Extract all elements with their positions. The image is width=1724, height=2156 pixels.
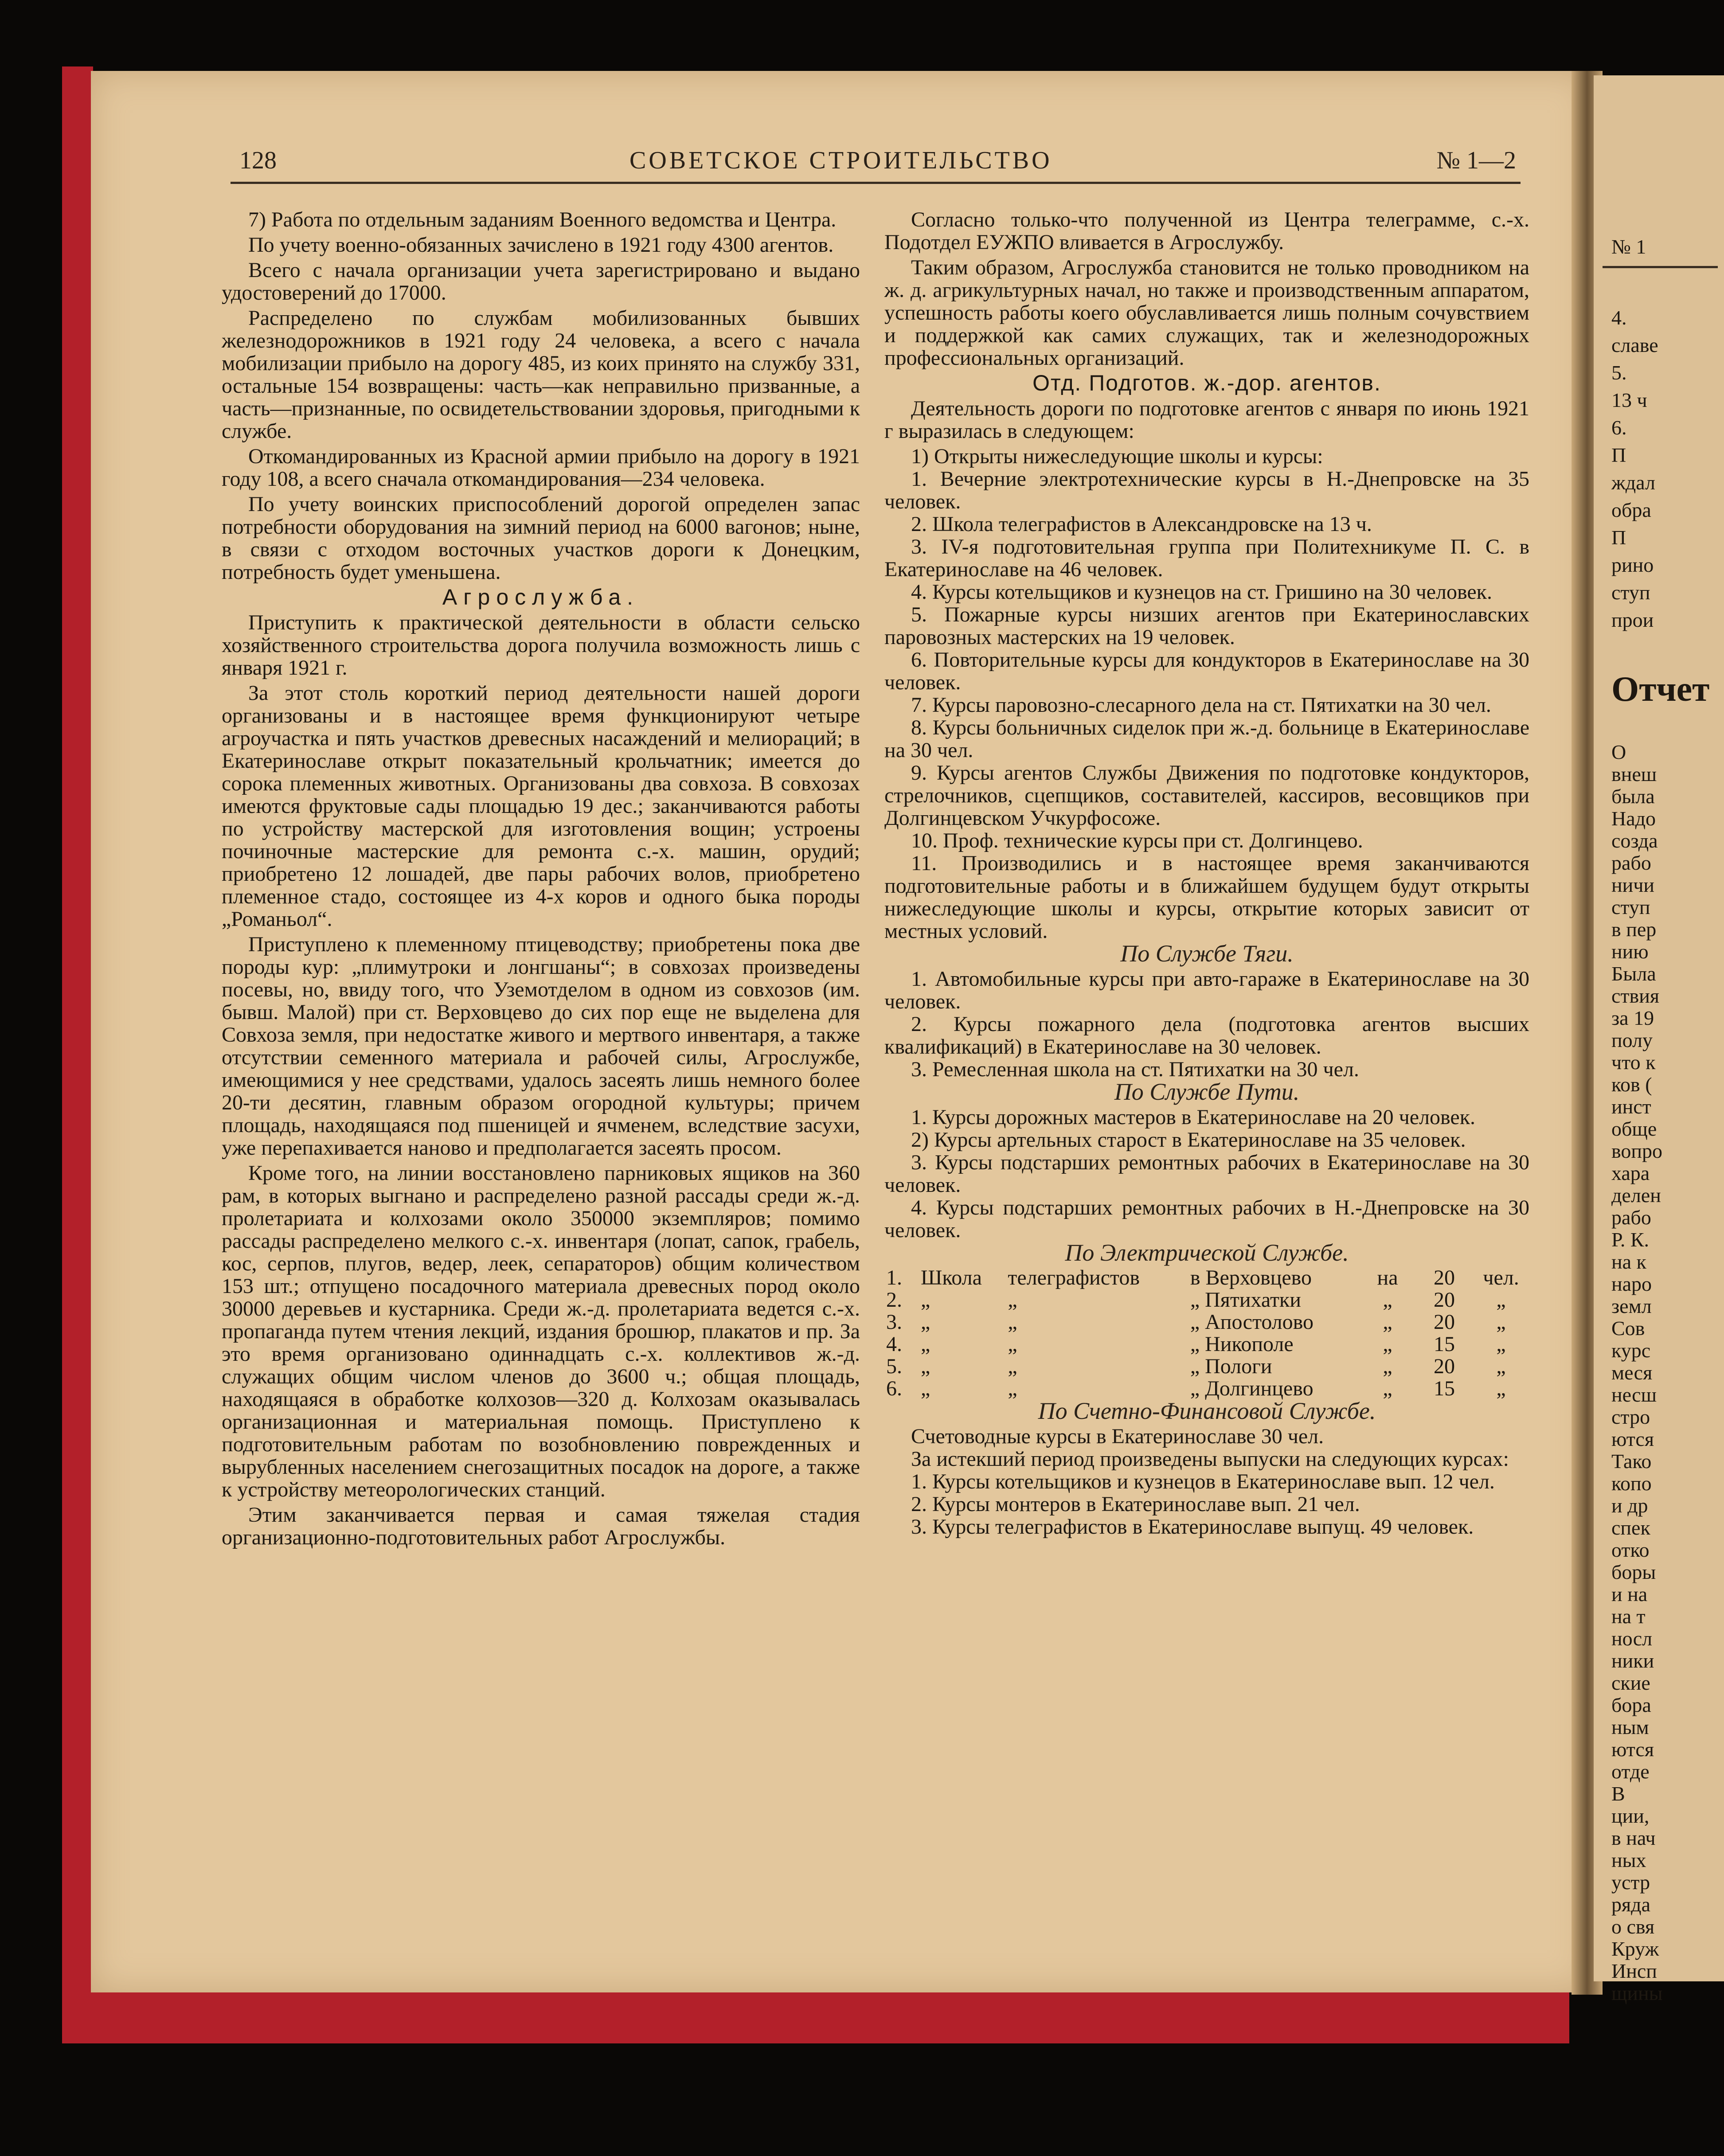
list-item: 10. Проф. технические курсы при ст. Долгинцево. xyxy=(911,829,1363,852)
table-cell-na: „ xyxy=(1383,1288,1392,1312)
table-cell-a: Школа xyxy=(921,1266,982,1289)
paragraph: Распределено по службам мобилизованных бывших железнодорожников в 1921 году 24 человека, а всего с начала мобилизации прибыло на дорогу 485, из коих принято на службу 331, остальные 154 возвращены: часть—как неправильно призванные, а часть—признанные, по освидетельствовании здоровья, пригодными к службе. xyxy=(222,306,860,443)
table-row xyxy=(884,1311,1529,1333)
next-page-line: отко xyxy=(1611,1539,1650,1561)
list-intro: 1) Открыты нижеследующие школы и курсы: xyxy=(911,445,1323,468)
table-cell-place: „ Пятихатки xyxy=(1190,1288,1301,1312)
next-page-line: внеш xyxy=(1611,763,1657,785)
table-row xyxy=(884,1289,1529,1311)
left-column xyxy=(222,208,860,1551)
next-page-line: в нач xyxy=(1611,1827,1656,1849)
next-page-line: на к xyxy=(1611,1250,1646,1273)
paragraph: Всего с начала организации учета зарегистрировано и выдано удостоверений до 17000. xyxy=(222,258,860,305)
next-page-line: стро xyxy=(1611,1406,1650,1428)
right-column xyxy=(884,208,1529,1538)
table-cell-unit: „ xyxy=(1496,1310,1506,1334)
table-cell-b: телеграфистов xyxy=(1008,1266,1140,1289)
next-page-line: Надо xyxy=(1611,807,1656,830)
next-page-line: инст xyxy=(1611,1095,1651,1118)
table-cell-na: на xyxy=(1377,1266,1398,1289)
list-item: 3. Ремесленная школа на ст. Пятихатки на 30 чел. xyxy=(911,1058,1359,1081)
next-page-line: славе xyxy=(1611,334,1658,356)
table-cell-unit: „ xyxy=(1496,1377,1506,1400)
next-page-line: и на xyxy=(1611,1583,1648,1605)
telegraph-schools-table xyxy=(884,1267,1529,1400)
next-page-line: за 19 xyxy=(1611,1007,1654,1029)
next-page-line: ков ( xyxy=(1611,1073,1652,1096)
next-page-line: О xyxy=(1611,741,1626,763)
next-page-line: ступ xyxy=(1611,581,1650,604)
next-page-line: копо xyxy=(1611,1472,1652,1495)
table-cell-a: „ xyxy=(921,1377,930,1400)
book-cover-edge xyxy=(62,66,93,2008)
next-page-fragment xyxy=(1594,75,1724,2004)
next-page-line: нию xyxy=(1611,940,1649,963)
next-page-line: прои xyxy=(1611,609,1654,631)
table-cell-a: „ xyxy=(921,1310,930,1334)
next-page-header-rule xyxy=(1603,266,1718,268)
table-cell-count: 20 xyxy=(1434,1288,1455,1312)
list-item: 3. Курсы телеграфистов в Екатеринославе выпущ. 49 человек. xyxy=(911,1515,1474,1539)
next-page-line: ствия xyxy=(1611,984,1660,1007)
table-cell-b: „ xyxy=(1008,1288,1017,1312)
next-page-line: боры xyxy=(1611,1561,1656,1583)
next-page-line: ступ xyxy=(1611,896,1650,918)
table-row xyxy=(884,1355,1529,1378)
table-cell-n: 5. xyxy=(886,1355,902,1378)
table-cell-n: 3. xyxy=(886,1310,902,1334)
table-cell-n: 4. xyxy=(886,1332,902,1356)
next-page-line: вопро xyxy=(1611,1140,1663,1162)
next-page-line: бора xyxy=(1611,1694,1651,1716)
section-heading-agro: Агрослужба. xyxy=(442,585,640,609)
section-heading-training: Отд. Подготов. ж.-дор. агентов. xyxy=(1032,371,1381,395)
next-page-line: отде xyxy=(1611,1760,1650,1783)
table-row xyxy=(884,1333,1529,1355)
page-number: 128 xyxy=(239,147,277,174)
paragraph: Деятельность дороги по подготовке агентов с января по июнь 1921 г выразилась в следующем: xyxy=(884,397,1529,443)
next-page-line: ряда xyxy=(1611,1893,1650,1916)
table-row xyxy=(884,1267,1529,1289)
table-cell-unit: „ xyxy=(1496,1288,1506,1312)
table-cell-n: 2. xyxy=(886,1288,902,1312)
table-cell-na: „ xyxy=(1383,1377,1392,1400)
next-page-line: 5. xyxy=(1611,361,1627,384)
paragraph: Таким образом, Агрослужба становится не только проводником на ж. д. агрикультурных начал, но также и производственным аппаратом, успешность работы коего обуславливается лишь полным сочувствием и поддержкой как самих служащих, так и железнодорожных профессиональных организаций. xyxy=(884,256,1529,370)
table-cell-na: „ xyxy=(1383,1332,1392,1356)
next-page-line: В xyxy=(1611,1782,1625,1805)
paragraph: По учету военно-обязанных зачислено в 1921 году 4300 агентов. xyxy=(248,233,834,257)
table-cell-unit: чел. xyxy=(1483,1266,1519,1289)
table-cell-unit: „ xyxy=(1496,1355,1506,1378)
next-page-line: рабо xyxy=(1611,851,1651,874)
paragraph: Кроме того, на линии восстановлено парниковых ящиков на 360 рам, в которых выгнано и распределено разной рассады среди ж.-д. пролетариата и колхозами около 350000 экземпляров; помимо рассады распределено мелкого с.-х. инвентаря (лопат, сапок, грабель, кос, серпов, плугов, ведер, леек, сепараторов) общим количеством 153 шт.; отпущено посадочного материала древесных пород около 30000 деревьев и кустарника. Среди ж.-д. пролетариата ведется с.-х. пропаганда путем чтения лекций, издания брошюр, плакатов и пр. За это время организовано одиннадцать с.-х. коллективов ж.-д. служащих общим числом членов до 3600 ч.; общая площадь, находящаяся в обработке колхозов—320 д. Колхозам оказывалась организационная и материальная помощь. Приступлено к подготовительным работам по возобновлению поврежденных и вырубленных населением снегозащитных посадок на дороге, а также к устройству метеорологических станций. xyxy=(222,1161,860,1501)
next-page-line: хара xyxy=(1611,1162,1650,1184)
list-item: 4. Курсы подстарших ремонтных рабочих в Н.-Днепровске на 30 человек. xyxy=(884,1196,1529,1242)
table-cell-place: в Верховцево xyxy=(1190,1266,1312,1289)
list-item: 9. Курсы агентов Службы Движения по подготовке кондукторов, стрелочников, сцепщиков, составителей, кассиров, весовщиков при Долгинцевском Учкурфосоже. xyxy=(884,761,1529,830)
next-page-line: о свя xyxy=(1611,1915,1655,1938)
table-cell-b: „ xyxy=(1008,1355,1017,1378)
list-item: 2. Курсы пожарного дела (подготовка агентов высших квалификаций) в Екатеринославе на 30 человек. xyxy=(884,1012,1529,1058)
list-item: 6. Повторительные курсы для кондукторов в Екатеринославе на 30 человек. xyxy=(884,648,1529,694)
next-page-line: ждал xyxy=(1611,471,1655,494)
table-cell-b: „ xyxy=(1008,1377,1017,1400)
next-page-line: рабо xyxy=(1611,1206,1651,1229)
list-item: 1. Автомобильные курсы при авто-гараже в Екатеринославе на 30 человек. xyxy=(884,967,1529,1013)
next-page-line: что к xyxy=(1611,1051,1656,1074)
next-page-line: курс xyxy=(1611,1339,1651,1362)
next-page-line: ники xyxy=(1611,1649,1654,1672)
subheading-traction: По Службе Тяги. xyxy=(1120,940,1294,967)
next-page-line: щины xyxy=(1611,1982,1663,2004)
table-cell-place: „ Никополе xyxy=(1190,1332,1294,1356)
list-item: 5. Пожарные курсы низших агентов при Екатеринославских паровозных мастерских на 19 человек. xyxy=(884,603,1529,649)
paragraph: 7) Работа по отдельным заданиям Военного ведомства и Центра. xyxy=(248,208,837,231)
next-page-line: носл xyxy=(1611,1627,1653,1650)
list-item: 1. Курсы котельщиков и кузнецов в Екатеринославе вып. 12 чел. xyxy=(911,1470,1495,1493)
journal-title: СОВЕТСКОЕ СТРОИТЕЛЬСТВО xyxy=(629,147,1052,174)
list-item: 2. Курсы монтеров в Екатеринославе вып. 21 чел. xyxy=(911,1492,1360,1516)
table-cell-place: „ Долгинцево xyxy=(1190,1377,1314,1400)
next-page-line: ничи xyxy=(1611,874,1654,896)
table-cell-a: „ xyxy=(921,1288,930,1312)
next-page-line: меся xyxy=(1611,1361,1653,1384)
book-cover-bottom xyxy=(62,1990,1569,2043)
paragraph: Откомандированных из Красной армии прибыло на дорогу в 1921 году 108, а всего сначала откомандирования—234 человека. xyxy=(222,445,860,491)
table-cell-count: 20 xyxy=(1434,1310,1455,1334)
next-page-line: устр xyxy=(1611,1871,1650,1894)
paragraph: За этот столь короткий период деятельности нашей дороги организованы и в настоящее время функционируют четыре агроучастка и пять участков древесных насаждений и мелиораций; в Екатеринославе открыт показательный крольчатник; имеется до сорока племенных животных. Организованы два совхоза. В совхозах имеются фруктовые сады площадью 19 дес.; заканчиваются работы по устройству мастерской для изготовления вощин; устроены починочные мастерские для ремонта с.-х. машин, орудий; приобретено 12 лошадей, две пары рабочих волов, приобретено племенное стадо, состоящее из 4-х коров и одного быка породы „Романьол“. xyxy=(222,681,860,931)
next-page-line: была xyxy=(1611,785,1655,808)
subheading-electric: По Электрической Службе. xyxy=(1065,1239,1349,1266)
list-item: 8. Курсы больничных сиделок при ж.-д. больнице в Екатеринославе на 30 чел. xyxy=(884,716,1529,762)
paragraph: По учету воинских приспособлений дорогой определен запас потребности оборудования на зимний период на 6000 вагонов; ныне, в связи с отходом восточных участков дороги к Донецким, потребность будет уменьшена. xyxy=(222,492,860,584)
list-item: За истекший период произведены выпуски на следующих курсах: xyxy=(911,1447,1509,1471)
next-page-line: 13 ч xyxy=(1611,389,1647,411)
next-page-line: П xyxy=(1611,444,1626,466)
table-cell-place: „ Пологи xyxy=(1190,1355,1272,1378)
next-page-line: обще xyxy=(1611,1117,1657,1140)
table-cell-n: 1. xyxy=(886,1266,902,1289)
list-item: 3. IV-я подготовительная группа при Политехникуме П. С. в Екатеринославе на 46 человек. xyxy=(884,535,1529,581)
paragraph: Приступлено к племенному птицеводству; приобретены пока две породы кур: „плимутроки и лонгшаны“; в совхозах произведены посевы, но, ввиду того, что Уземотделом в одном из совхозов (им. бывш. Малой) при ст. Верховцево до сих пор еще не выделена для Совхоза земля, при недостатке живого и мертвого инвентаря, а также отсутствии семенного материала и рабочей силы, Агрослужбе, имеющимися у нее средствами, удалось засеять лишь немного более 20-ти десятин, главным образом огородной культуры; причем площадь, находящаяся под пшеницей и ячменем, вследствие засухи, уже перепахивается наново и предполагается засеять просом. xyxy=(222,933,860,1160)
next-page-line: ются xyxy=(1611,1428,1654,1450)
next-page-line: несш xyxy=(1611,1383,1657,1406)
next-page-line: ются xyxy=(1611,1738,1654,1761)
next-page-line: П xyxy=(1611,526,1626,549)
next-page-line: ных xyxy=(1611,1849,1646,1871)
next-page-line: и др xyxy=(1611,1494,1648,1517)
list-item: 2. Школа телеграфистов в Александровске на 13 ч. xyxy=(911,512,1372,536)
list-item: 4. Курсы котельщиков и кузнецов на ст. Гришино на 30 человек. xyxy=(911,580,1492,604)
table-cell-b: „ xyxy=(1008,1332,1017,1356)
next-page-line: делен xyxy=(1611,1184,1661,1207)
next-page-line: Круж xyxy=(1611,1937,1659,1960)
list-item: 7. Курсы паровозно-слесарного дела на ст. Пятихатки на 30 чел. xyxy=(911,693,1491,717)
next-page-line: в пер xyxy=(1611,918,1657,941)
subheading-finance: По Счетно-Финансовой Службе. xyxy=(1038,1398,1376,1424)
next-page-line: ным xyxy=(1611,1716,1649,1738)
list-item: Счетоводные курсы в Екатеринославе 30 чел. xyxy=(911,1425,1324,1448)
table-cell-count: 15 xyxy=(1434,1332,1455,1356)
table-cell-place: „ Апостолово xyxy=(1190,1310,1314,1334)
list-item: 3. Курсы подстарших ремонтных рабочих в Екатеринославе на 30 человек. xyxy=(884,1151,1529,1197)
table-cell-a: „ xyxy=(921,1355,930,1378)
table-row xyxy=(884,1378,1529,1400)
list-item: 1. Курсы дорожных мастеров в Екатеринославе на 20 человек. xyxy=(911,1105,1476,1129)
table-cell-n: 6. xyxy=(886,1377,902,1400)
next-page-line: рино xyxy=(1611,554,1654,576)
table-cell-a: „ xyxy=(921,1332,930,1356)
table-cell-count: 20 xyxy=(1434,1355,1455,1378)
next-page-header: № 1 xyxy=(1611,235,1646,258)
next-page-line: Тако xyxy=(1611,1450,1652,1472)
next-page-line: ции, xyxy=(1611,1804,1650,1827)
next-page-line: обра xyxy=(1611,499,1651,521)
next-page-line: ские xyxy=(1611,1672,1650,1694)
next-page-line: Р. К. xyxy=(1611,1228,1650,1251)
paragraph: Приступить к практической деятельности в области сельско хозяйственного строительства дорога получила возможность лишь с января 1921 г. xyxy=(222,611,860,680)
table-cell-na: „ xyxy=(1383,1310,1392,1334)
issue-number: № 1—2 xyxy=(1436,147,1516,174)
table-cell-b: „ xyxy=(1008,1310,1017,1334)
next-page-line: спек xyxy=(1611,1516,1650,1539)
next-page-line: полу xyxy=(1611,1029,1653,1051)
list-item: 2) Курсы артельных старост в Екатеринославе на 35 человек. xyxy=(911,1128,1466,1152)
page-header xyxy=(239,146,1516,186)
paragraph: Согласно только-что полученной из Центра телеграмме, с.-х. Подотдел ЕУЖПО вливается в Агрослужбу. xyxy=(884,208,1529,254)
list-item: 11. Производились и в настоящее время заканчиваются подготовительные работы и в ближайшем будущем будут открыты нижеследующие школы и курсы, открытие которых зависит от местных условий. xyxy=(884,851,1529,943)
next-page-heading: Отчет xyxy=(1611,670,1710,709)
table-cell-na: „ xyxy=(1383,1355,1392,1378)
next-page-line: Сов xyxy=(1611,1317,1645,1340)
header-rule xyxy=(231,182,1521,184)
next-page-line: наро xyxy=(1611,1273,1652,1295)
table-cell-count: 15 xyxy=(1434,1377,1455,1400)
next-page-line: созда xyxy=(1611,829,1658,852)
paragraph: Этим заканчивается первая и самая тяжелая стадия организационно-подготовительных работ Агрослужбы. xyxy=(222,1503,860,1549)
table-cell-count: 20 xyxy=(1434,1266,1455,1289)
next-page-line: Инсп xyxy=(1611,1960,1657,1982)
next-page-line: 6. xyxy=(1611,416,1627,439)
next-page-line: Была xyxy=(1611,962,1656,985)
list-item: 1. Вечерние электротехнические курсы в Н.-Днепровске на 35 человек. xyxy=(884,467,1529,513)
next-page-line: земл xyxy=(1611,1295,1652,1317)
next-page-line: на т xyxy=(1611,1605,1646,1628)
next-page-line: 4. xyxy=(1611,306,1627,329)
table-cell-unit: „ xyxy=(1496,1332,1506,1356)
subheading-track: По Службе Пути. xyxy=(1114,1078,1300,1105)
